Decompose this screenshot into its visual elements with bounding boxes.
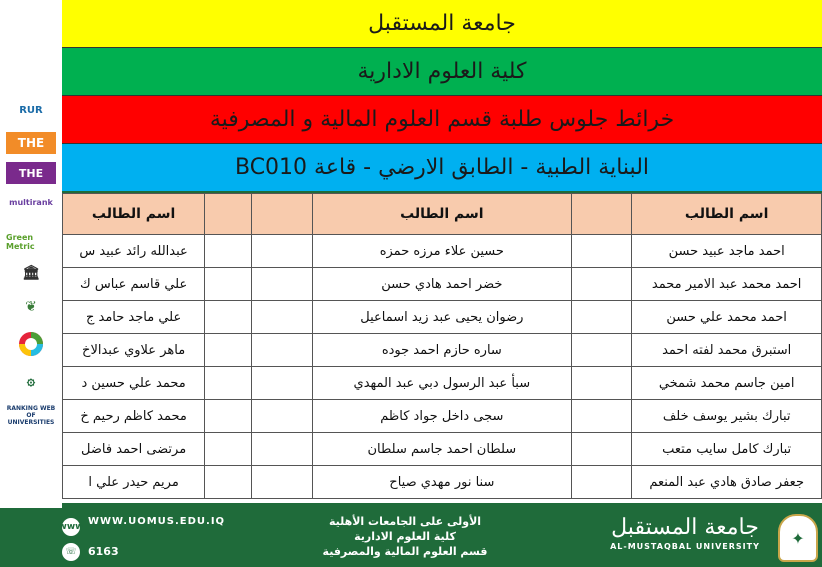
pillar-icon: 🏛 bbox=[6, 262, 56, 284]
name-cell: مرتضى احمد فاضل bbox=[63, 433, 205, 466]
name-cell: محمد علي حسين د bbox=[63, 367, 205, 400]
empty-cell bbox=[205, 466, 252, 499]
empty-cell bbox=[252, 433, 312, 466]
column-header: اسم الطالب bbox=[63, 194, 205, 235]
empty-cell bbox=[252, 301, 312, 334]
empty-cell bbox=[205, 367, 252, 400]
footer-line-2: كلية العلوم الادارية bbox=[354, 530, 456, 543]
name-cell: تبارك بشير يوسف خلف bbox=[632, 400, 822, 433]
empty-cell bbox=[572, 433, 632, 466]
empty-cell bbox=[252, 400, 312, 433]
column-header: اسم الطالب bbox=[312, 194, 572, 235]
divider bbox=[62, 95, 822, 96]
empty-cell bbox=[205, 268, 252, 301]
brand-arabic: جامعة المستقبل bbox=[611, 515, 759, 540]
empty-cell bbox=[572, 367, 632, 400]
name-cell: رضوان يحيى عبد زيد اسماعيل bbox=[312, 301, 572, 334]
college-banner: كلية العلوم الادارية bbox=[62, 47, 822, 95]
empty-header-cell bbox=[572, 194, 632, 235]
seating-table-container bbox=[62, 193, 822, 503]
title-banner: خرائط جلوس طلبة قسم العلوم المالية و المصرفية bbox=[62, 95, 822, 143]
column-header: اسم الطالب bbox=[632, 194, 822, 235]
table-row bbox=[63, 334, 822, 367]
footer-line-3: قسم العلوم المالية والمصرفية bbox=[322, 545, 488, 558]
empty-cell bbox=[252, 367, 312, 400]
table-row bbox=[63, 400, 822, 433]
sdg-wheel-icon bbox=[6, 330, 56, 358]
phone-icon: ☏ bbox=[62, 543, 80, 561]
name-cell: احمد محمد علي حسن bbox=[632, 301, 822, 334]
empty-cell bbox=[205, 301, 252, 334]
empty-cell bbox=[205, 433, 252, 466]
table-row bbox=[63, 235, 822, 268]
footer bbox=[0, 508, 822, 567]
name-cell: علي ماجد حامد ج bbox=[63, 301, 205, 334]
name-cell: تبارك كامل سايب متعب bbox=[632, 433, 822, 466]
name-cell: محمد كاظم رحيم خ bbox=[63, 400, 205, 433]
name-cell: عبدالله رائد عبيد س bbox=[63, 235, 205, 268]
greenmetric-logo: Green Metric bbox=[6, 230, 56, 254]
empty-cell bbox=[252, 466, 312, 499]
name-cell: ماهر علاوي عبدالاخ bbox=[63, 334, 205, 367]
name-cell: علي قاسم عباس ك bbox=[63, 268, 205, 301]
empty-cell bbox=[205, 334, 252, 367]
table-header-row bbox=[63, 194, 822, 235]
empty-cell bbox=[572, 400, 632, 433]
empty-cell bbox=[205, 400, 252, 433]
ranking-web-logo: RANKING WEB OF UNIVERSITIES bbox=[6, 402, 56, 428]
table-row bbox=[63, 367, 822, 400]
empty-header-cell bbox=[252, 194, 312, 235]
name-cell: خضر احمد هادي حسن bbox=[312, 268, 572, 301]
empty-cell bbox=[572, 235, 632, 268]
name-cell: احمد محمد عبد الامير محمد bbox=[632, 268, 822, 301]
empty-cell bbox=[252, 334, 312, 367]
empty-cell bbox=[572, 334, 632, 367]
empty-cell bbox=[572, 268, 632, 301]
multirank-logo: multirank bbox=[6, 190, 56, 214]
arab-union-logo: ۞ bbox=[6, 366, 56, 396]
name-cell: استبرق محمد لفته احمد bbox=[632, 334, 822, 367]
brand-english: AL-MUSTAQBAL UNIVERSITY bbox=[610, 542, 760, 551]
name-cell: امين جاسم محمد شمخي bbox=[632, 367, 822, 400]
table-row bbox=[63, 433, 822, 466]
name-cell: سجى داخل جواد كاظم bbox=[312, 400, 572, 433]
seating-table bbox=[62, 193, 822, 499]
university-banner: جامعة المستقبل bbox=[62, 0, 822, 47]
empty-cell bbox=[252, 235, 312, 268]
name-cell: احمد ماجد عبيد حسن bbox=[632, 235, 822, 268]
phone-number: 6163 bbox=[88, 545, 119, 558]
name-cell: سنا نور مهدي صياح bbox=[312, 466, 572, 499]
name-cell: سلطان احمد جاسم سلطان bbox=[312, 433, 572, 466]
website-text: WWW.UOMUS.EDU.IQ bbox=[88, 516, 226, 527]
university-seal-icon: ✦ bbox=[778, 514, 818, 562]
footer-line-1: الأولى على الجامعات الأهلية bbox=[328, 515, 482, 528]
name-cell: ساره حازم احمد جوده bbox=[312, 334, 572, 367]
rur-logo: RUR bbox=[6, 98, 56, 122]
empty-cell bbox=[572, 301, 632, 334]
table-row bbox=[63, 301, 822, 334]
empty-cell bbox=[572, 466, 632, 499]
ranking-badges-strip bbox=[0, 0, 62, 510]
location-banner: البناية الطبية - الطابق الارضي - قاعة BC010 bbox=[62, 143, 822, 191]
empty-cell bbox=[252, 268, 312, 301]
table-row bbox=[63, 268, 822, 301]
wreath-icon: ❦ bbox=[6, 294, 56, 320]
the-impact-logo: THE bbox=[6, 162, 56, 184]
www-icon: www bbox=[62, 518, 80, 536]
table-row bbox=[63, 466, 822, 499]
empty-header-cell bbox=[205, 194, 252, 235]
name-cell: مريم حيدر علي ا bbox=[63, 466, 205, 499]
name-cell: سبأ عبد الرسول دبي عبد المهدي bbox=[312, 367, 572, 400]
empty-cell bbox=[205, 235, 252, 268]
university-brand bbox=[600, 514, 770, 551]
name-cell: جعفر صادق هادي عبد المنعم bbox=[632, 466, 822, 499]
the-logo: THE bbox=[6, 132, 56, 154]
divider bbox=[62, 143, 822, 144]
footer-lines bbox=[290, 514, 520, 559]
divider bbox=[62, 47, 822, 48]
name-cell: حسين علاء مرزه حمزه bbox=[312, 235, 572, 268]
